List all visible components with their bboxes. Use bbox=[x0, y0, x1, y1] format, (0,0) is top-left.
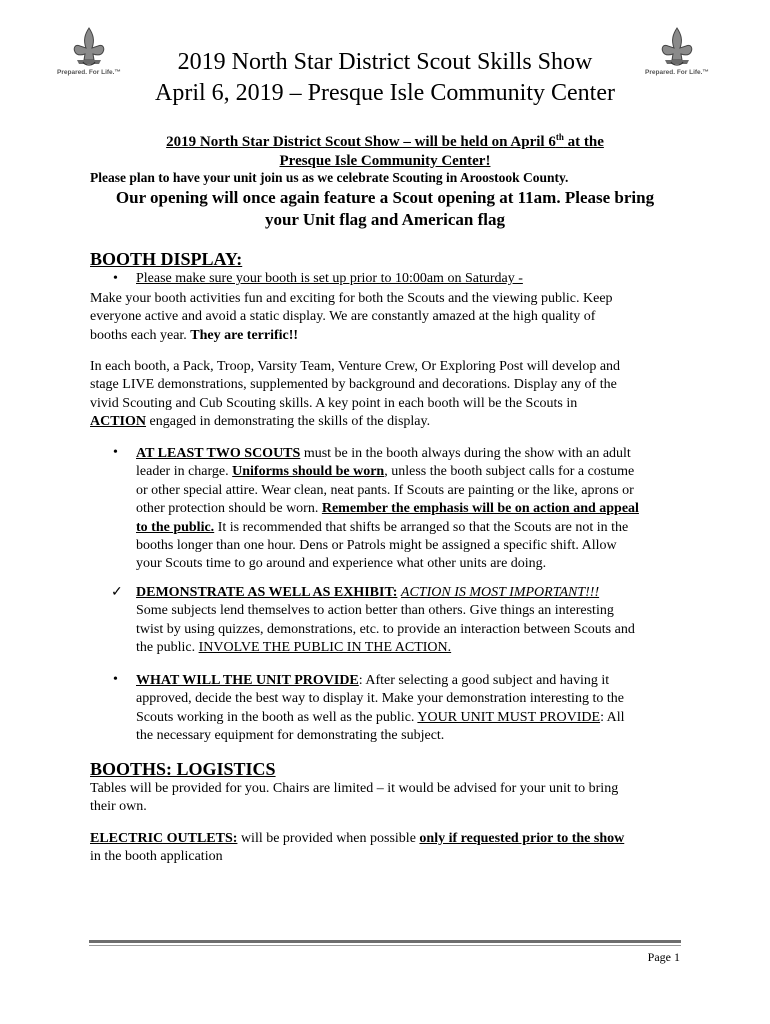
logistics-paragraph: Tables will be provided for you. Chairs are limited – it would be advised for your unit to bring their own. bbox=[90, 781, 619, 815]
setup-deadline: Please make sure your booth is set up prior to 10:00am on Saturday - bbox=[136, 271, 523, 286]
title-line-1: 2019 North Star District Scout Skills Show bbox=[177, 49, 593, 75]
page-title bbox=[0, 47, 770, 109]
footer-rule bbox=[89, 940, 681, 943]
unit-provide-item: WHAT WILL THE UNIT PROVIDE: After selecting a good subject and having it approved, decide the best way to display it. Make your demonstration interesting to the Scouts working in the booth as well as the public. YOUR UNIT MUST PROVIDE: All the necessary equipment for demonstrating the subject. bbox=[136, 673, 625, 744]
booth-description-paragraph: In each booth, a Pack, Troop, Varsity Team, Venture Crew, Or Exploring Post will develop and stage LIVE demonstrations, supplemented by background and decorations. Display any of the vivid Scouting and Cub Scouting skills. A key point in each booth will be the Scouts in ACTION engaged in demonstrating the skills of the display. bbox=[90, 359, 621, 430]
bullet-dot: • bbox=[113, 672, 118, 687]
electric-outlets-paragraph: ELECTRIC OUTLETS: will be provided when possible only if requested prior to the show in the booth application bbox=[90, 831, 625, 865]
invite-text: Please plan to have your unit join us as we celebrate Scouting in Aroostook County. bbox=[90, 170, 569, 185]
footer-rule-thin bbox=[89, 945, 681, 946]
title-line-2: April 6, 2019 – Presque Isle Community Center bbox=[155, 80, 615, 106]
demonstrate-item: DEMONSTRATE AS WELL AS EXHIBIT: ACTION IS MOST IMPORTANT!!! Some subjects lend themselves to action better than others. Give things an interesting twist by using quizzes, demonstrations, etc. to provide an interaction between Scouts and the public. INVOLVE THE PUBLIC IN THE ACTION. bbox=[136, 585, 635, 656]
check-icon: ✓ bbox=[111, 585, 123, 600]
event-headline: 2019 North Star District Scout Show – will be held on April 6th at the Presque Isle Community Center! bbox=[166, 132, 604, 169]
bullet-dot: • bbox=[113, 271, 118, 286]
two-scouts-item: AT LEAST TWO SCOUTS must be in the booth always during the show with an adult leader in charge. Uniforms should be worn, unless the booth subject calls for a costume or other special attire. Wear clean, neat pants. If Scouts are painting or the like, aprons or other protection should be worn. Remember the emphasis will be on action and appeal to the public. It is recommended that shifts be arranged so that the Scouts are not in the booths longer than one hour. Dens or Patrols might be assigned a specific shift. Allow your Scouts time to go around and experience what other units are doing. bbox=[136, 446, 639, 572]
booth-display-heading: BOOTH DISPLAY: bbox=[90, 249, 243, 269]
logistics-heading: BOOTHS: LOGISTICS bbox=[90, 759, 276, 779]
logo-tagline: Prepared. For Life.™ bbox=[57, 69, 121, 76]
opening-note: Our opening will once again feature a Scout opening at 11am. Please bring your Unit flag and American flag bbox=[115, 188, 655, 229]
logo-tagline: Prepared. For Life.™ bbox=[645, 69, 709, 76]
booth-intro-paragraph: Make your booth activities fun and exciting for both the Scouts and the viewing public. Keep everyone active and avoid a static display. We are constantly amazed at the high quality of booths each year. They are terrific!! bbox=[90, 291, 613, 343]
bullet-dot: • bbox=[113, 445, 118, 460]
page-number: Page 1 bbox=[647, 950, 680, 964]
